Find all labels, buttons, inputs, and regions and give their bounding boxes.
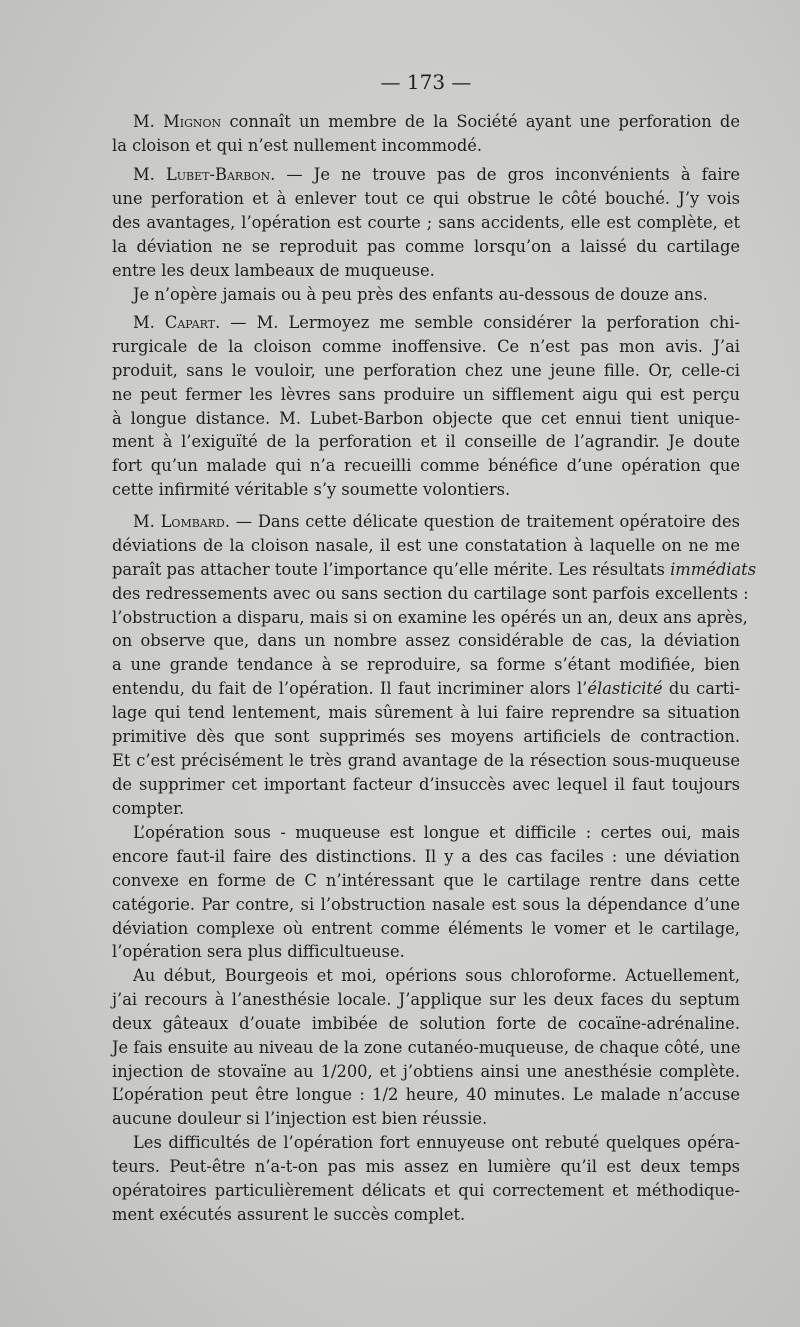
text-line — [112, 606, 748, 630]
speaker-name: Mignon — [163, 112, 222, 131]
text-line — [112, 701, 740, 725]
text-segment: l’opération sera plus difficultueuse. — [112, 942, 405, 962]
text-segment: la cloison et qui n’est nullement incommodé. — [112, 135, 483, 155]
text-line — [112, 359, 740, 383]
text-line — [112, 454, 740, 478]
paragraph-operation-difficulty — [112, 821, 740, 964]
paragraph-capart — [112, 311, 740, 502]
text-segment: L’opération sous - muqueuse est longue et difficile : certes oui, mais — [133, 823, 740, 842]
text-segment: connaît un membre de la Société ayant une perforation de — [221, 112, 740, 131]
text-line — [112, 893, 740, 917]
text-line — [112, 407, 740, 431]
text-segment: Les difficultés de l’opération fort ennuyeuse ont rebuté quelques opéra- — [133, 1133, 740, 1152]
text-segment: M. — [133, 112, 164, 131]
text-line — [112, 677, 740, 701]
text-segment: M. — [133, 512, 161, 531]
text-segment: catégorie. Par contre, si l’obstruction nasale est sous la dépendance d’une — [112, 894, 740, 914]
text-segment: ment exécutés assurent le succès complet. — [112, 1204, 466, 1224]
text-segment: déviation complexe où entrent comme éléments le vomer et le cartilage, — [112, 918, 740, 938]
text-line — [112, 1155, 740, 1179]
text-segment: . — M. Lermoyez me semble considérer la perforation chi- — [215, 313, 740, 332]
text-segment: à longue distance. M. Lubet-Barbon objecte que cet ennui tient unique- — [112, 408, 740, 428]
text-line — [112, 1131, 740, 1155]
text-line — [112, 259, 740, 283]
text-line — [112, 1060, 740, 1084]
text-line — [112, 1107, 740, 1131]
text-line — [112, 653, 740, 677]
text-line — [112, 478, 740, 502]
speaker-name: Capart — [164, 313, 216, 332]
speaker-name: Lubet-Barbon — [165, 165, 271, 184]
text-line — [112, 821, 740, 845]
text-segment: injection de stovaïne au 1/200, et j’obtiens ainsi une anesthésie complète. — [112, 1061, 740, 1081]
speaker-name: Lombard — [160, 512, 225, 531]
text-segment: opératoires particulièrement délicats et qui correctement et méthodique- — [112, 1180, 740, 1200]
text-line — [112, 582, 749, 606]
text-line — [112, 988, 740, 1012]
text-segment: fort qu’un malade qui n’a recueilli comme bénéfice d’une opération que — [112, 456, 740, 476]
text-segment: l’obstruction a disparu, mais si on examine les opérés un an, deux ans après, — [112, 607, 748, 627]
text-segment: paraît pas attacher toute l’importance qu’elle mérite. Les résultats — [112, 559, 671, 579]
text-line — [112, 534, 740, 558]
text-segment: ment à l’exiguïté de la perforation et il conseille de l’agrandir. Je doute — [112, 432, 740, 452]
text-segment: des avantages, l’opération est courte ; sans accidents, elle est complète, et — [112, 212, 740, 232]
text-segment: la déviation ne se reproduit pas comme lorsqu’on a laissé du cartilage — [112, 236, 740, 256]
text-segment: rurgicale de la cloison comme inoffensive. Ce n’est pas mon avis. J’ai — [112, 336, 740, 356]
text-line — [112, 335, 740, 359]
text-segment: Au début, Bourgeois et moi, opérions sous chloroforme. Actuellement, — [133, 966, 740, 985]
text-segment: de supprimer cet important facteur d’insuccès avec lequel il faut toujours — [112, 774, 740, 794]
text-line — [112, 558, 757, 582]
paragraph-anesthesia — [112, 964, 740, 1131]
text-segment: a une grande tendance à se reproduire, sa forme s’étant modifiée, bien — [112, 655, 740, 675]
paragraph-lombard — [112, 510, 757, 821]
text-segment: lage qui tend lentement, mais sûrement à lui faire reprendre sa situation — [112, 703, 740, 723]
text-line — [112, 797, 740, 821]
text-segment: Je n’opère jamais ou à peu près des enfants au-dessous de douze ans. — [133, 285, 708, 304]
text-line — [112, 1012, 740, 1036]
emphasis-text: immédiats — [670, 559, 757, 579]
text-segment: produit, sans le vouloir, une perforation chez une jeune fille. Or, celle-ci — [112, 360, 740, 380]
text-segment: encore faut-il faire des distinctions. Il y a des cas faciles : une déviation — [112, 846, 740, 866]
paragraph-lubet-barbon-children — [112, 283, 740, 307]
text-segment: j’ai recours à l’anesthésie locale. J’applique sur les deux faces du septum — [112, 989, 740, 1009]
text-segment: L’opération peut être longue : 1/2 heure, 40 minutes. Le malade n’accuse — [112, 1085, 740, 1105]
text-segment: cette infirmité véritable s’y soumette volontiers. — [112, 480, 511, 500]
text-segment: Je fais ensuite au niveau de la zone cutanéo-muqueuse, de chaque côté, une — [112, 1037, 741, 1057]
text-line — [112, 211, 740, 235]
text-segment: convexe en forme de C n’intéressant que le cartilage rentre dans cette — [112, 870, 740, 890]
text-segment: teurs. Peut-être n’a-t-on pas mis assez en lumière qu’il est deux temps — [112, 1156, 740, 1176]
paragraph-mignon — [112, 110, 740, 158]
text-line — [112, 110, 740, 134]
text-segment: du carti- — [662, 679, 741, 699]
text-line — [112, 629, 740, 653]
text-line — [112, 235, 740, 259]
text-segment: Et c’est précisément le très grand avantage de la résection sous-muqueuse — [112, 750, 740, 770]
text-line — [112, 725, 740, 749]
emphasis-text: élasticité — [587, 679, 663, 699]
text-segment: aucune douleur si l’injection est bien réussie. — [112, 1109, 488, 1129]
text-line — [112, 1036, 740, 1060]
text-segment: . — Je ne trouve pas de gros inconvénients à faire — [270, 165, 740, 184]
text-line — [112, 1179, 740, 1203]
paragraph-conclusion — [112, 1131, 740, 1227]
text-segment: compter. — [112, 798, 185, 818]
text-line — [112, 134, 740, 158]
text-segment: une perforation et à enlever tout ce qui obstrue le côté bouché. J’y vois — [112, 188, 740, 208]
text-line — [112, 163, 740, 187]
text-line — [112, 430, 740, 454]
text-line — [112, 845, 740, 869]
text-line — [112, 773, 740, 797]
page-number: — 173 — — [380, 70, 472, 94]
text-segment: des redressements avec ou sans section du cartilage sont parfois excellents : — [112, 583, 749, 603]
text-line — [112, 311, 740, 335]
text-line — [112, 283, 740, 307]
text-segment: déviations de la cloison nasale, il est une constatation à laquelle on ne me — [112, 535, 740, 555]
text-line — [112, 1083, 740, 1107]
text-segment: . — Dans cette délicate question de traitement opératoire des — [224, 512, 740, 531]
text-segment: primitive dès que sont supprimés ses moyens artificiels de contraction. — [112, 727, 740, 747]
text-line — [112, 869, 740, 893]
paragraph-lubet-barbon — [112, 163, 740, 282]
text-line — [112, 510, 740, 534]
text-segment: entre les deux lambeaux de muqueuse. — [112, 260, 435, 280]
text-line — [112, 964, 740, 988]
text-line — [112, 917, 740, 941]
text-segment: M. — [133, 313, 165, 332]
text-segment: M. — [133, 165, 166, 184]
text-line — [112, 187, 740, 211]
text-line — [112, 749, 740, 773]
text-line — [112, 1203, 740, 1227]
text-line — [112, 383, 740, 407]
text-segment: deux gâteaux d’ouate imbibée de solution forte de cocaïne-adrénaline. — [112, 1013, 740, 1033]
text-segment: entendu, du fait de l’opération. Il faut incriminer alors l’ — [112, 679, 588, 699]
text-line — [112, 940, 740, 964]
text-segment: on observe que, dans un nombre assez considérable de cas, la déviation — [112, 631, 740, 651]
text-segment: ne peut fermer les lèvres sans produire un sifflement aigu qui est perçu — [112, 384, 740, 404]
